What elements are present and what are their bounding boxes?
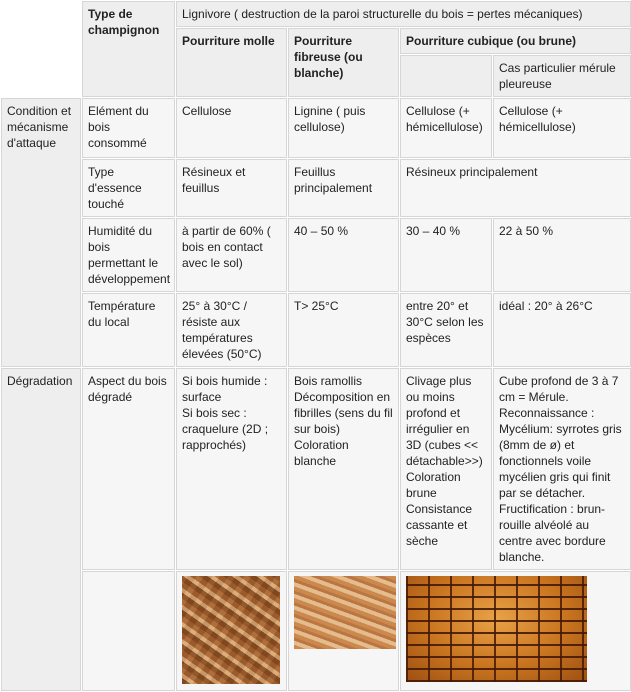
soft-rot-photo: [182, 576, 280, 684]
merule-header: Cas particulier mérule pleureuse: [493, 55, 631, 97]
wood-element-fibrous: Lignine ( puis cellulose): [288, 98, 399, 158]
cubic-rot-image-cell: [400, 571, 631, 691]
aspect-label: Aspect du bois dégradé: [82, 368, 175, 570]
cubic-rot-header: Pourriture cubique (ou brune): [400, 28, 631, 54]
fibrous-rot-image-cell: [288, 571, 399, 691]
temperature-cubic: entre 20° et 30°C selon les espèces: [400, 293, 492, 367]
fungus-type-header: Type de champignon: [82, 1, 175, 97]
fibrous-rot-header: Pourriture fibreuse (ou blanche): [288, 28, 399, 97]
soft-rot-image-cell: [176, 571, 287, 691]
lignivore-header: Lignivore ( destruction de la paroi structurelle du bois = pertes mécaniques): [176, 1, 631, 27]
humidity-soft: à partir de 60% ( bois en contact avec le sol): [176, 218, 287, 292]
aspect-cubic: Clivage plus ou moins profond et irrégulier en 3D (cubes << détachable>>) Coloration brune Consistance cassante et sèche: [400, 368, 492, 570]
humidity-merule: 22 à 50 %: [493, 218, 631, 292]
degradation-section-label: Dégradation: [1, 368, 81, 691]
soft-rot-header: Pourriture molle: [176, 28, 287, 97]
humidity-fibrous: 40 – 50 %: [288, 218, 399, 292]
wood-element-cubic: Cellulose (+ hémicellulose): [400, 98, 492, 158]
temperature-label: Température du local: [82, 293, 175, 367]
fibrous-rot-photo: [294, 576, 396, 649]
cubic-rot-subheader-empty: [400, 55, 492, 97]
cubic-rot-photo: [406, 576, 587, 682]
wood-element-merule: Cellulose (+ hémicellulose): [493, 98, 631, 158]
species-cubic: Résineux principalement: [400, 159, 631, 217]
wood-element-label: Elément du bois consommé: [82, 98, 175, 158]
condition-section-label: Condition et mécanisme d'attaque: [1, 98, 81, 367]
species-fibrous: Feuillus principalement: [288, 159, 399, 217]
corner-blank: [1, 1, 81, 97]
image-row-empty: [82, 571, 175, 691]
temperature-merule: idéal : 20° à 26°C: [493, 293, 631, 367]
humidity-cubic: 30 – 40 %: [400, 218, 492, 292]
species-label: Type d'essence touché: [82, 159, 175, 217]
aspect-soft: Si bois humide : surface Si bois sec : craquelure (2D ; rapprochés): [176, 368, 287, 570]
temperature-fibrous: T> 25°C: [288, 293, 399, 367]
temperature-soft: 25° à 30°C / résiste aux températures élevées (50°C): [176, 293, 287, 367]
wood-element-soft: Cellulose: [176, 98, 287, 158]
aspect-merule: Cube profond de 3 à 7 cm = Mérule. Reconnaissance : Mycélium: syrrotes gris (8mm de ø) et fonctionnels voile mycélien gris qui finit par se détacher. Fructification : brun-rouille alvéolé au centre avec bordure blanche.: [493, 368, 631, 570]
aspect-fibrous: Bois ramollis Décomposition en fibrilles (sens du fil sur bois) Coloration blanche: [288, 368, 399, 570]
humidity-label: Humidité du bois permettant le développement: [82, 218, 175, 292]
species-soft: Résineux et feuillus: [176, 159, 287, 217]
